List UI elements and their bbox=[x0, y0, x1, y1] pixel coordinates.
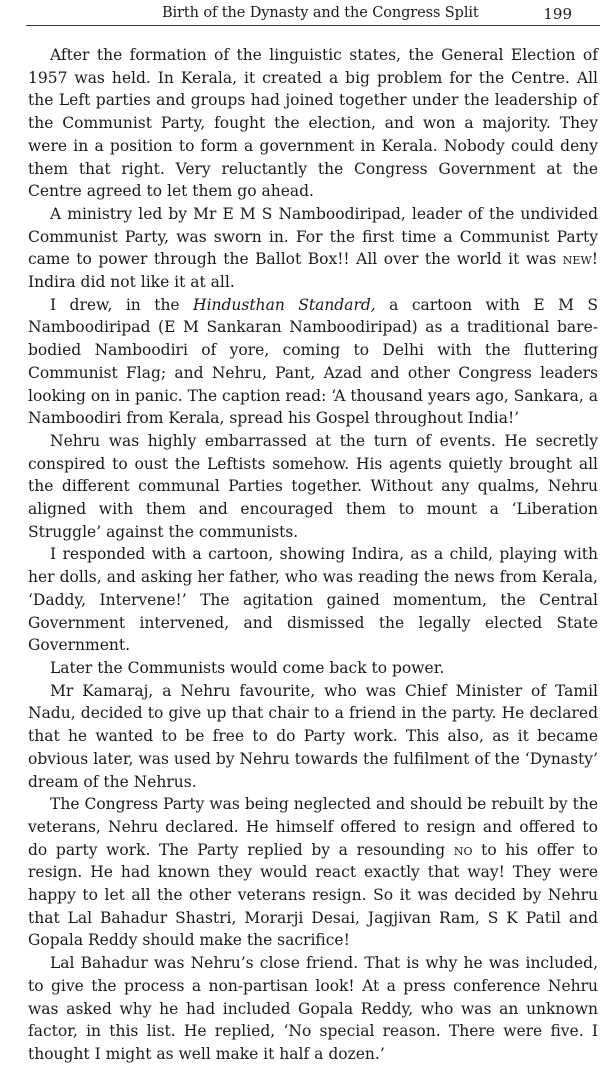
paragraph-text: Lal Bahadur was Nehru’s close friend. That is why he was included, to give the process a non-partisan look! At a press conference Nehru was asked why he had included Gopala Reddy, who was an unknown factor, in this list. He replied, ‘No special reason. There were five. I thought I might as well make it half a dozen.’ bbox=[28, 954, 598, 1063]
paragraph-6 bbox=[28, 657, 598, 680]
paragraph-text: Mr Kamaraj, a Nehru favourite, who was Chief Minister of Tamil Nadu, decided to give up that chair to a friend in the party. He declared that he wanted to be free to do Party work. This also, as it became obvious later, was used by Nehru towards the fulfilment of the ‘Dynasty’ dream of the Nehrus. bbox=[28, 681, 598, 791]
small-caps-word: no bbox=[453, 840, 473, 859]
paragraph-2 bbox=[28, 203, 598, 294]
small-caps-word: new bbox=[562, 250, 592, 269]
paragraph-text: Nehru was highly embarrassed at the turn of events. He secretly conspired to oust the Leftists somehow. His agents quietly brought all the different communal Parties together. Without any qualms, Nehru aligned with them and encouraged them to mount a ‘Liberation Struggle’ against the communists. bbox=[28, 431, 598, 541]
paragraph-text: a cartoon with E M S Namboodiripad (E M Sankaran Namboodiripad) as a traditional bare-bodied Namboodiri of yore, coming to Delhi with the fluttering Communist Flag; and Nehru, Pant, Azad and other Congress leaders looking on in panic. The caption read: ‘A thousand years ago, Sankara, a Namboodiri from Kerala, spread his Gospel throughout India!’ bbox=[28, 295, 599, 428]
paragraph-3 bbox=[28, 294, 598, 430]
paragraph-text: to his offer to resign. He had known they would react exactly that way! They were happy to let all the other veterans resign. So it was decided by Nehru that Lal Bahadur Shastri, Morarji Desai, Jagjivan Ram, S K Patil and Gopala Reddy should make the sacrifice! bbox=[28, 840, 598, 950]
paragraph-9 bbox=[28, 952, 598, 1066]
paragraph-text: A ministry led by Mr E M S Namboodiripad, leader of the undivided Communist Party, was sworn in. For the first time a Communist Party came to power through the Ballot Box!! All over the world it was bbox=[28, 204, 598, 269]
paragraph-text: The Congress Party was being neglected and should be rebuilt by the veterans, Nehru declared. He himself offered to resign and offered to do party work. The Party replied by a resounding bbox=[28, 795, 598, 859]
paragraph-text: After the formation of the linguistic states, the General Election of 1957 was held. In Kerala, it created a big problem for the Centre. All the Left parties and groups had joined together under the leadership of the Communist Party, fought the election, and won a majority. They were in a position to form a government in Kerala. Nobody could deny them that right. Very reluctantly the Congress Government at the Centre agreed to let them go ahead. bbox=[28, 46, 598, 201]
paragraph-text: ! Indira did not like it at all. bbox=[28, 250, 598, 292]
paragraph-7 bbox=[28, 680, 598, 794]
page-number: 199 bbox=[543, 5, 572, 23]
paragraph-4 bbox=[28, 430, 598, 544]
paragraph-1 bbox=[28, 44, 598, 203]
paragraph-text: Later the Communists would come back to power. bbox=[50, 658, 445, 677]
newspaper-title: Hindusthan Standard, bbox=[193, 295, 376, 314]
body-text bbox=[28, 44, 598, 1066]
running-header bbox=[0, 0, 600, 30]
header-rule bbox=[26, 25, 600, 26]
paragraph-text: I drew, in the bbox=[50, 295, 194, 314]
paragraph-8 bbox=[28, 793, 598, 952]
running-title: Birth of the Dynasty and the Congress Split bbox=[162, 5, 479, 21]
paragraph-5 bbox=[28, 543, 598, 657]
paragraph-text: I responded with a cartoon, showing Indira, as a child, playing with her dolls, and asking her father, who was reading the news from Kerala, ‘Daddy, Intervene!’ The agitation gained momentum, the Central Government intervened, and dismissed the legally elected State Government. bbox=[28, 545, 598, 655]
